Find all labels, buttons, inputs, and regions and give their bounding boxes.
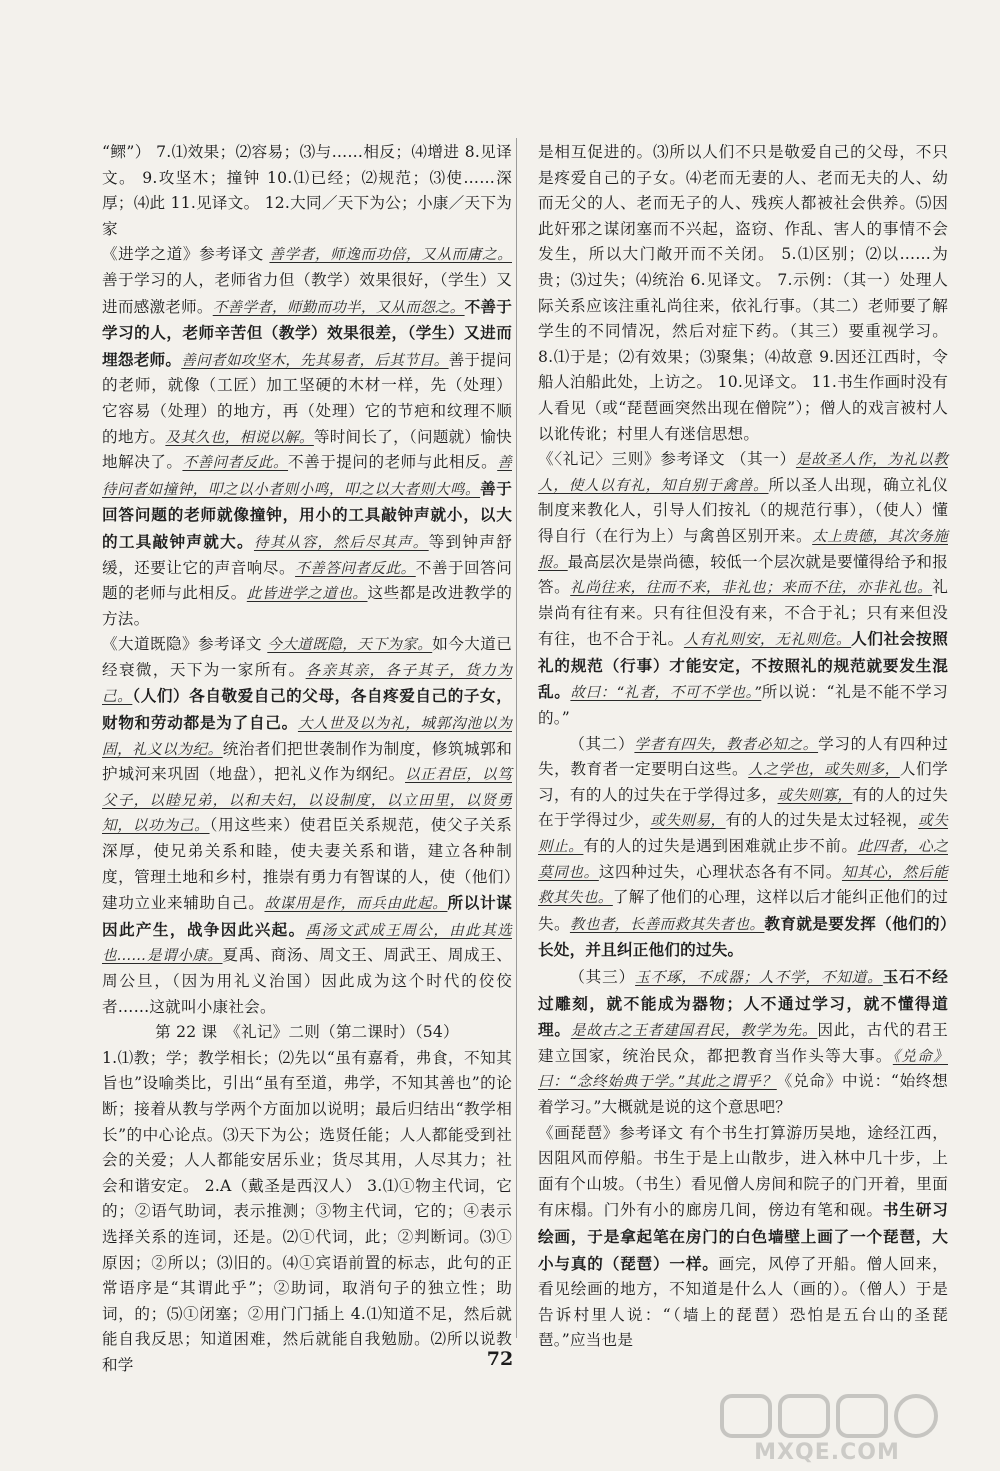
text-segment: 统治者们把世袭制作为制度，修筑城郭和护城河来巩固（地盘），把礼义作为纲纪。 [102, 739, 512, 784]
handwritten-original-text: 或失则易， [650, 812, 726, 830]
text-segment: 了解了他们的心理，这样以后才能纠正他们的过失。 [538, 888, 948, 933]
bold-translation-text: 不善于学习的人，老师辛苦但（教学）效果很差，（学生）又进而埋怨老师。 [102, 296, 513, 369]
bold-translation-text: 所以计谋因此产生，战争因此兴起。 [102, 893, 512, 939]
handwritten-original-text: 玉不琢，不成器；人不学，不知道。 [635, 969, 883, 986]
bold-translation-text: 书生研习绘画，于是拿起笔在房门的白色墙壁上画了一个琵琶，大小与真的（琵琶）一样。 [538, 1200, 948, 1273]
handwritten-original-text: 不善答问者反此。 [295, 559, 416, 577]
text-segment: “鳏”） 7.⑴效果；⑵容易；⑶与……相反；⑷增进 8.见译文。 9.攻坚木；撞钟 10.⑴已经；⑵规范；⑶使……深厚；⑷此 11.见译文。 12.大同／天下为公；小康／天下为家 [102, 143, 512, 238]
handwritten-original-text: 人有礼则安，无礼则危。 [683, 631, 852, 649]
handwritten-original-text: 以正君臣，以笃父子，以睦兄弟，以和夫妇，以设制度，以立田里，以贤勇知，以功为己。 [102, 766, 512, 835]
column-divider [516, 138, 517, 1338]
text-segment: 《兑命》中说：“始终想着学习。”大概就是说的这个意思吧？ [538, 1072, 948, 1116]
paragraph [102, 1046, 512, 1379]
bold-translation-text: 人们社会按照礼的规范（行事）才能安定，不按照礼的规范就要发生混乱。 [538, 629, 949, 702]
handwritten-original-text: 善学者，师逸而功倍，又从而庸之。 [269, 246, 512, 264]
handwritten-original-text: 善问者如攻坚木，先其易者，后其节目。 [181, 351, 449, 369]
page-number: 72 [486, 1348, 514, 1370]
text-segment: （其二） [569, 734, 635, 753]
text-segment: 《画琵琶》参考译文 有个书生打算游历吴地，途经江西，因阻风而停船。 [538, 1123, 948, 1168]
paragraph [538, 447, 948, 732]
text-segment: （其三） [569, 968, 636, 986]
paragraph [102, 632, 512, 1020]
text-segment: 善于提问的老师，就像（工匠）加工坚硬的木材一样，先（处理）它容易（处理）的地方，再（处理）它的节疤和纹理不顺的地方。 [102, 350, 512, 446]
handwritten-original-text: 各亲其亲，各子其子，货力为己。 [102, 661, 512, 706]
handwritten-original-text: 太上贵德，其次务施报。 [538, 527, 948, 571]
text-segment: 画完，风停了开船。僧人回来，看见绘画的地方，不知道是什么人（画的）。（僧人）于是告诉村里人说：“（墙上的琵琶）恐怕是五台山的圣琵琶。”应当也是 [538, 1254, 948, 1350]
handwritten-original-text: 此四者，心之莫同也。 [538, 838, 948, 881]
bold-translation-text: 玉石不经过雕刻，就不能成为器物；人不通过学习，就不懂得道理。 [538, 967, 948, 1040]
text-segment: 这些都是改进教学的方法。 [102, 584, 512, 628]
text-segment: 是相互促进的。⑶所以人们不只是敬爱自己的父母，不只是疼爱自己的子女。⑷老而无妻的人、老而无夫的人、幼而无父的人、老而无子的人、残疾人都被社会供养。⑸因此奸邪之谋闭塞而不兴起，盗窃、作乱、害人的事情不会发生，所以大门敞开而不关闭。 5.⑴区别；⑵以……为贵；⑶过失；⑷统治 6.见译文。 7.示例：（其一）处理人际关系应该注重礼尚往来，依礼行事。（其二）老师要了解学生的不同情况，然后对症下药。（其三）要重视学习。 8.⑴于是；⑵有效果；⑶聚集；⑷故意 9.因还江西时，令船人泊船此处，上访之。 10.见译文。 11.书生作画时没有人看见（或“琵琶画突然出现在僧院”）；僧人的戏言被村人以讹传讹；村里人有迷信思想。 [538, 143, 948, 443]
text-segment: 有的人的过失是遇到困难就止步不前。 [583, 837, 858, 856]
handwritten-original-text: 《兑命》曰：“念终始典于学。”其此之谓乎？ [538, 1047, 948, 1091]
bold-translation-text: （人们）各自敬爱自己的父母，各自疼爱自己的子女，财物和劳动都是为了自己。 [102, 686, 512, 733]
handwritten-original-text: 或失则寡， [777, 786, 853, 804]
handwritten-original-text: 或失则止。 [538, 812, 948, 856]
text-segment: 人们学习，有的人的过失在于学得过多， [538, 760, 948, 804]
text-segment: 等时间长了，（问题就）愉快地解决了。 [102, 427, 512, 472]
text-segment: 书生于是上山散步，进入林中几十步，上面有个山坡。（书生）看见僧人房间和院子的门开着，里面有床榻。门外有小的廊房几间，傍边有笔和砚。 [538, 1149, 948, 1220]
handwritten-original-text: 善待问者如撞钟，叩之以小者则小鸣，叩之以大者则大鸣。 [102, 454, 512, 498]
text-segment: 有的人的过失是太过轻视， [725, 811, 919, 830]
watermark-logo [702, 1392, 952, 1466]
handwritten-original-text: 故谋用是作，而兵由此起。 [264, 895, 448, 913]
handwritten-original-text: 此皆进学之道也。 [246, 585, 368, 603]
text-segment: 有的人的过失在于学得过少， [538, 785, 948, 830]
text-segment: 夏禹、商汤、周文王、周武王、周成王、周公旦，（因为用礼义治国）因此成为这个时代的佼佼者……这就叫小康社会。 [102, 946, 512, 1016]
paragraph [538, 140, 948, 447]
handwritten-original-text: 学者有四失，教者必知之。 [634, 735, 819, 753]
paragraph [102, 140, 512, 242]
text-segment: 《〈礼记〉三则》参考译文 （其一） [538, 450, 796, 469]
left-column [102, 140, 512, 1379]
handwritten-original-text: 是故圣人作，为礼以教人，使人以有礼，知自别于禽兽。 [538, 451, 948, 494]
handwritten-original-text: 知其心，然后能救其失也。 [538, 863, 948, 907]
paragraph [538, 1121, 948, 1354]
handwritten-original-text: 是故古之王者建国君民，教学为先。 [570, 1022, 818, 1040]
text-segment: 《大道既隐》参考译文 [102, 635, 268, 654]
lesson-heading: 第 22 课 《礼记》二则（第二课时）（54） [155, 1023, 459, 1042]
paragraph [538, 964, 948, 1121]
text-segment: 《进学之道》参考译文 [102, 245, 270, 264]
paragraph [538, 732, 948, 964]
handwritten-original-text: 教也者，长善而救其失者也。 [569, 915, 765, 933]
handwritten-original-text: 及其久也，相说以解。 [165, 428, 314, 446]
text-segment: 所以圣人出现，确立礼仪制度来教化人，引导人们按礼（的规范行事），（使人）懂得自行（在行为上）与禽兽区别开来。 [538, 475, 948, 545]
text-segment: 这四种过失，心理状态各有不同。 [598, 862, 842, 881]
handwritten-original-text: 大人世及以为礼，城郭沟池以为固，礼义以为纪。 [102, 715, 512, 758]
right-column [538, 140, 948, 1354]
text-segment: 因此，古代的君王建立国家，统治民众，都把教育当作头等大事。 [538, 1021, 949, 1065]
handwritten-original-text: 不善问者反此。 [182, 454, 289, 472]
text-segment: 等到钟声舒缓，还要让它的声音响尽。 [102, 532, 512, 577]
watermark-text: MXQE.COM [754, 1440, 900, 1465]
handwritten-original-text: 禹汤文武成王周公，由此其选也……是谓小康。 [102, 921, 512, 965]
handwritten-original-text: 待其从容，然后尽其声。 [253, 533, 429, 551]
text-segment: 学习的人有四种过失，教育者一定要明白这些。 [538, 734, 948, 779]
text-segment: 如今大道已经衰微，天下为一家所有。 [102, 635, 512, 679]
paragraph [102, 242, 512, 632]
text-segment: 礼崇尚有往有来。只有往但没有来，不合于礼；只有来但没有往，也不合于礼。 [538, 578, 948, 649]
handwritten-original-text: 不善学者，师勤而功半，又从而怨之。 [212, 298, 465, 316]
text-segment: 1.⑴教；学；教学相长；⑵先以“虽有嘉肴，弗食，不知其旨也”设喻类比，引出“虽有至道，弗学，不知其善也”的论断；接着从教与学两个方面加以说明；最后归结出“教学相长”的中心论点。⑶天下为公；选贤任能；人人都能受到社会的关爱；人人都能安居乐业；货尽其用，人尽其力；社会和谐安定。 2.A（戴圣是西汉人） 3.⑴①物主代词，它的；②语气助词，表示推测；③物主代词，它的；④表示选择关系的连词，还是。⑵①代词，此；②判断词。⑶①原因；②所以；⑶旧的。⑷①宾语前置的标志，此句的正常语序是“其谓此乎”；②助词，取消句子的独立性；助词，的；⑸①闭塞；②用门门插上 4.⑴知道不足，然后就能自我反思；知道困难，然后就能自我勉励。⑵所以说教和学 [102, 1048, 512, 1374]
handwritten-original-text: 今大道既隐，天下为家。 [267, 636, 433, 654]
watermark-emblem-icon [702, 1392, 952, 1442]
bold-translation-text: 善于回答问题的老师就像撞钟，用小的工具敲钟声就小，以大的工具敲钟声就大。 [102, 478, 512, 551]
bold-translation-text: 教育就是要发挥（他们的）长处，并且纠正他们的过失。 [538, 913, 948, 960]
handwritten-original-text: 人之学也，或失则多， [748, 761, 900, 779]
text-segment: 善于学习的人，老师省力但（教学）效果很好，（学生）又进而感激老师。 [102, 270, 512, 316]
handwritten-original-text: 故曰：“礼者，不可不学也。” [570, 684, 762, 702]
text-segment: 不善于回答问题的老师与此相反。 [102, 558, 512, 603]
text-segment: 不善于提问的老师与此相反。 [288, 453, 498, 472]
text-segment: （用这些来）使君臣关系规范，使父子关系深厚，使兄弟关系和睦，使夫妻关系和谐，建立各种制度，管理土地和乡村，推崇有勇力有智谋的人，使（他们）建功立业来辅助自己。 [102, 816, 512, 913]
handwritten-original-text: 礼尚往来，往而不来，非礼也；来而不往，亦非礼也。 [570, 579, 933, 597]
text-segment: 所以说：“礼是不能不学习的。” [538, 683, 949, 728]
text-segment: 最高层次是崇尚德，较低一个层次就是要懂得给予和报答。 [538, 552, 948, 597]
